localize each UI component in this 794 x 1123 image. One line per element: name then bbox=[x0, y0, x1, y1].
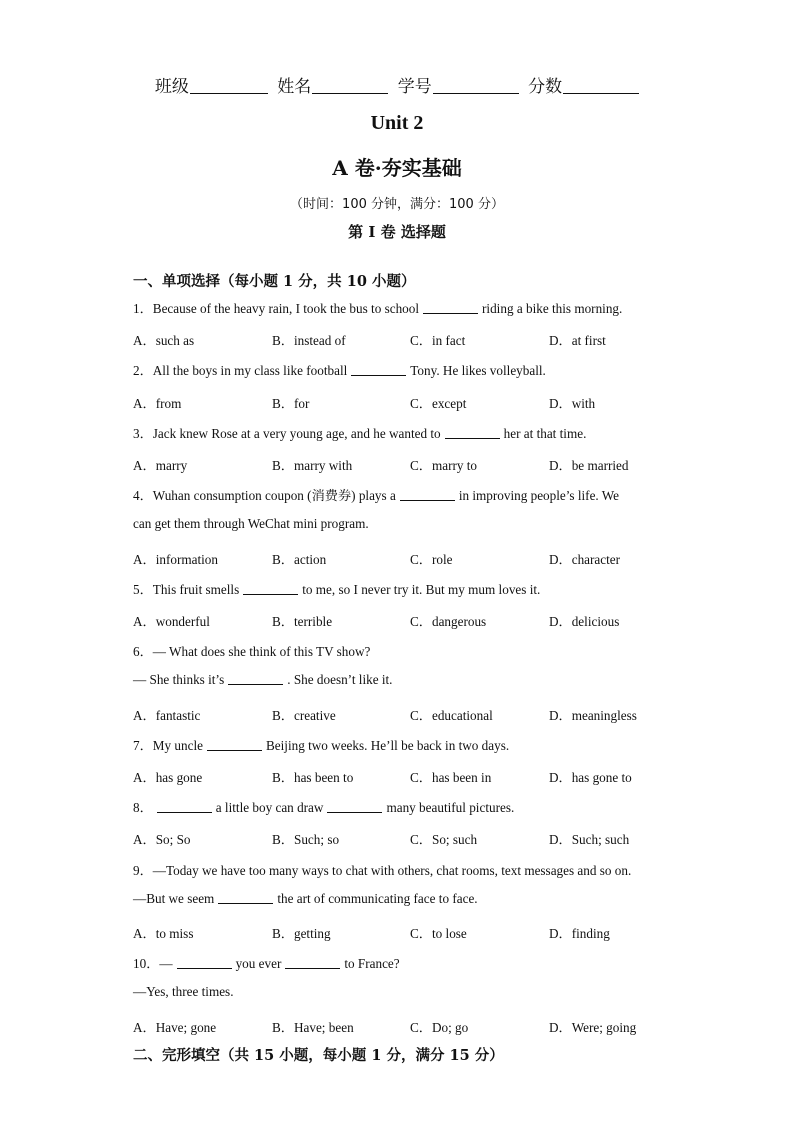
answer-blank[interactable] bbox=[218, 891, 273, 904]
option-c[interactable]: C．to lose bbox=[410, 926, 467, 941]
time-note: （时间：100 分钟，满分：100 分） bbox=[290, 197, 504, 212]
option-b[interactable]: B．creative bbox=[272, 707, 336, 723]
option-c[interactable]: C．So; such bbox=[410, 832, 478, 848]
option-b[interactable]: B．Such; so bbox=[272, 832, 340, 848]
question-9-stem-line bbox=[133, 860, 631, 879]
question-text: 4．Wuhan consumption coupon (消费券) plays a bbox=[133, 488, 396, 504]
question-text: 8． bbox=[133, 800, 153, 816]
unit-title: Unit 2 bbox=[370, 112, 424, 134]
option-d[interactable]: D．be married bbox=[549, 458, 629, 473]
question-text: can get them through WeChat mini program. bbox=[133, 516, 369, 532]
question-text: 7．My uncle bbox=[133, 737, 203, 753]
option-b[interactable]: B．action bbox=[272, 551, 327, 567]
question-8-options bbox=[133, 829, 693, 847]
question-7-stem-line bbox=[133, 735, 509, 754]
option-d[interactable]: D．finding bbox=[549, 926, 610, 941]
option-d[interactable]: D．delicious bbox=[549, 614, 620, 629]
part2-title: 二、完形填空（共 15 小题，每小题 1 分，满分 15 分） bbox=[133, 1047, 504, 1064]
question-text: —But we seem bbox=[133, 890, 215, 906]
answer-blank[interactable] bbox=[400, 488, 455, 501]
option-d[interactable]: D．Such; such bbox=[549, 832, 630, 848]
option-c[interactable]: C．in fact bbox=[410, 333, 466, 349]
question-5-options bbox=[133, 611, 693, 629]
question-text: . She doesn’t like it. bbox=[287, 672, 393, 688]
question-6-stem-line bbox=[133, 641, 370, 660]
answer-blank[interactable] bbox=[423, 301, 478, 314]
option-c[interactable]: C．role bbox=[410, 551, 453, 567]
question-text: 5．This fruit smells bbox=[133, 581, 240, 597]
option-c[interactable]: C．except bbox=[410, 395, 467, 411]
answer-blank[interactable] bbox=[351, 363, 406, 376]
id-label: 学号 bbox=[397, 77, 432, 97]
option-d[interactable]: D．at first bbox=[549, 333, 606, 349]
option-c[interactable]: C．marry to bbox=[410, 458, 478, 473]
option-a[interactable]: A．from bbox=[133, 395, 182, 411]
option-a[interactable]: A．information bbox=[133, 551, 218, 567]
option-b[interactable]: B．Have; been bbox=[272, 1019, 354, 1035]
question-text: 10．— bbox=[133, 956, 173, 972]
option-d[interactable]: D．Were; going bbox=[549, 1019, 637, 1035]
option-c[interactable]: C．has been in bbox=[410, 770, 492, 785]
answer-blank[interactable] bbox=[285, 956, 340, 969]
question-10-stem-line bbox=[133, 953, 400, 972]
option-c[interactable]: C．educational bbox=[410, 707, 493, 723]
answer-blank[interactable] bbox=[327, 800, 382, 813]
question-9-options bbox=[133, 923, 693, 941]
question-7-options bbox=[133, 767, 693, 785]
volume-title: A 卷·夯实基础 bbox=[332, 156, 462, 180]
part1-title: 一、单项选择（每小题 1 分，共 10 小题） bbox=[133, 273, 416, 290]
question-9-stem-line bbox=[133, 891, 478, 907]
question-text: her at that time. bbox=[503, 425, 587, 441]
option-b[interactable]: B．instead of bbox=[272, 333, 346, 349]
class-field bbox=[155, 72, 268, 97]
question-1-stem-line bbox=[133, 298, 622, 317]
question-text: the art of communicating face to face. bbox=[277, 890, 478, 906]
option-d[interactable]: D．has gone to bbox=[549, 770, 632, 785]
section-title: 第 I 卷 选择题 bbox=[348, 223, 446, 241]
option-a[interactable]: A．fantastic bbox=[133, 707, 201, 723]
option-d[interactable]: D．with bbox=[549, 395, 596, 411]
answer-blank[interactable] bbox=[157, 800, 212, 813]
score-blank[interactable] bbox=[563, 77, 639, 94]
question-text: Beijing two weeks. He’ll be back in two days. bbox=[265, 737, 510, 753]
question-text: 6．— What does she think of this TV show? bbox=[133, 644, 371, 660]
option-b[interactable]: B．marry with bbox=[272, 458, 353, 473]
question-text: 3．Jack knew Rose at a very young age, and he wanted to bbox=[133, 425, 441, 441]
name-blank[interactable] bbox=[312, 77, 388, 94]
class-label: 班级 bbox=[154, 77, 189, 97]
option-b[interactable]: B．terrible bbox=[272, 614, 333, 629]
question-5-stem-line bbox=[133, 579, 540, 598]
option-c[interactable]: C．Do; go bbox=[410, 1019, 469, 1035]
option-a[interactable]: A．marry bbox=[133, 458, 188, 473]
question-text: 9．—Today we have too many ways to chat with others, chat rooms, text messages and so on. bbox=[133, 862, 632, 878]
option-c[interactable]: C．dangerous bbox=[410, 614, 487, 629]
question-text: you ever bbox=[235, 956, 282, 972]
question-2-options bbox=[133, 393, 693, 411]
question-text: riding a bike this morning. bbox=[482, 301, 623, 316]
question-text: in improving people’s life. We bbox=[458, 488, 620, 504]
option-a[interactable]: A．wonderful bbox=[133, 614, 210, 629]
option-a[interactable]: A．Have; gone bbox=[133, 1019, 217, 1035]
question-2-stem-line bbox=[133, 360, 546, 379]
answer-blank[interactable] bbox=[207, 738, 262, 751]
score-label: 分数 bbox=[528, 77, 563, 97]
name-label: 姓名 bbox=[277, 77, 312, 97]
answer-blank[interactable] bbox=[243, 582, 298, 595]
score-field bbox=[528, 72, 639, 97]
answer-blank[interactable] bbox=[445, 426, 500, 439]
option-b[interactable]: B．has been to bbox=[272, 770, 354, 785]
question-text: —Yes, three times. bbox=[133, 984, 234, 1000]
option-b[interactable]: B．for bbox=[272, 395, 310, 411]
question-3-stem-line bbox=[133, 423, 586, 442]
option-b[interactable]: B．getting bbox=[272, 926, 331, 941]
question-text: to France? bbox=[344, 956, 400, 972]
answer-blank[interactable] bbox=[177, 956, 232, 969]
option-a[interactable]: A．to miss bbox=[133, 926, 194, 941]
question-text: — She thinks it’s bbox=[133, 672, 225, 688]
question-6-stem-line bbox=[133, 672, 392, 688]
id-field bbox=[398, 72, 519, 97]
option-a[interactable]: A．has gone bbox=[133, 770, 203, 785]
question-3-options bbox=[133, 455, 693, 473]
question-text: 1．Because of the heavy rain, I took the bus to school bbox=[133, 301, 420, 316]
question-4-stem-line bbox=[133, 485, 619, 504]
question-4-options bbox=[133, 549, 693, 567]
answer-blank[interactable] bbox=[228, 672, 283, 685]
question-8-stem-line bbox=[133, 797, 514, 816]
question-10-stem-line bbox=[133, 984, 234, 1000]
option-a[interactable]: A．So; So bbox=[133, 832, 191, 848]
question-10-options bbox=[133, 1017, 693, 1035]
question-1-options bbox=[133, 330, 693, 348]
option-a[interactable]: A．such as bbox=[133, 333, 195, 349]
question-text: 2．All the boys in my class like football bbox=[133, 363, 348, 379]
student-info-line bbox=[0, 72, 794, 97]
question-6-options bbox=[133, 705, 693, 723]
question-text: Tony. He likes volleyball. bbox=[410, 363, 546, 379]
question-4-stem-line bbox=[133, 516, 369, 532]
name-field bbox=[277, 72, 388, 97]
option-d[interactable]: D．meaningless bbox=[549, 707, 637, 723]
id-blank[interactable] bbox=[433, 77, 519, 94]
option-d[interactable]: D．character bbox=[549, 551, 621, 567]
class-blank[interactable] bbox=[190, 77, 268, 94]
question-text: a little boy can draw bbox=[215, 800, 324, 816]
question-text: many beautiful pictures. bbox=[386, 800, 515, 816]
question-text: to me, so I never try it. But my mum loves it. bbox=[302, 581, 541, 597]
